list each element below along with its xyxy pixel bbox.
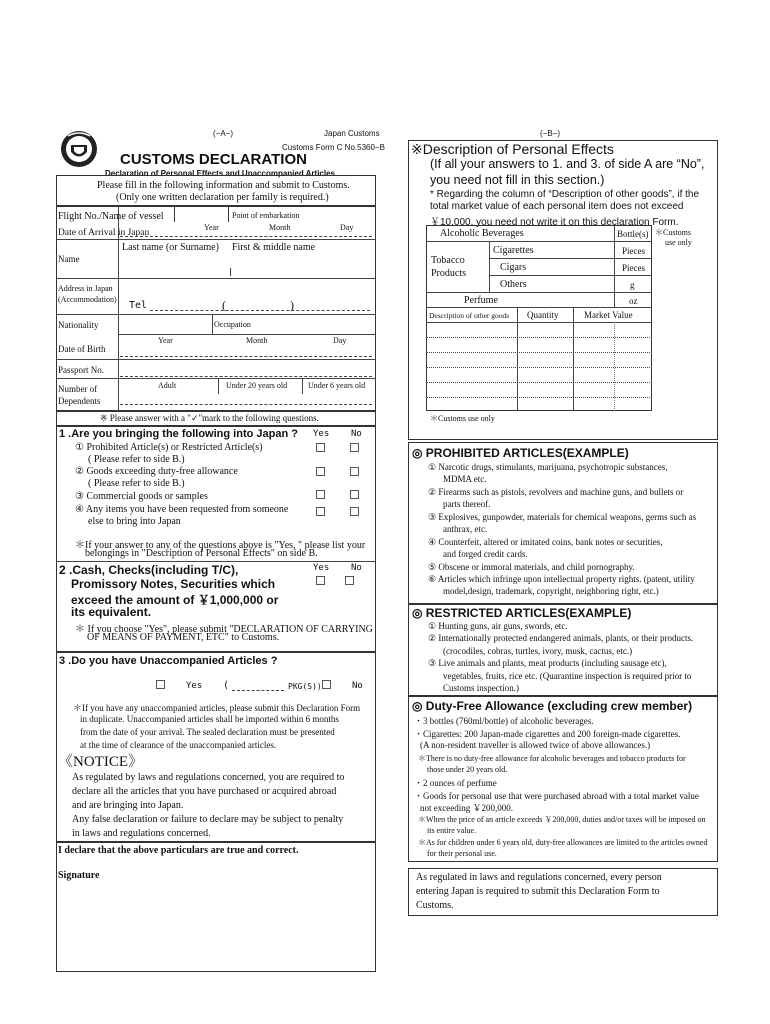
q2-line-3: exceed the amount of ￥1,000,000 or	[71, 593, 279, 607]
description-line-3: * Regarding the column of “Description of other goods”, if the	[430, 189, 700, 200]
under20-label: Under 20 years old	[226, 381, 288, 390]
birth-day-label: Day	[333, 336, 347, 345]
q3-title: 3 .Do you have Unaccompanied Articles ?	[59, 655, 278, 667]
q3-pkg-label: PKG(S))	[288, 682, 322, 691]
restricted-line-4: ③ Live animals and plants, meat products (including sausage etc),	[428, 658, 667, 668]
q1-item-1-note: ( Please refer to side B.)	[88, 454, 185, 465]
q2-note-2: OF MEANS OF PAYMENT, ETC" to Customs.	[87, 632, 280, 643]
q1-item2-yes-checkbox[interactable]	[316, 467, 325, 476]
restricted-line-5: vegetables, fruits, rice etc. (Quarantine inspection is required prior to	[443, 671, 692, 681]
alcohol-label: Alcoholic Beverages	[440, 228, 524, 239]
q2-yes-checkbox[interactable]	[316, 576, 325, 585]
dob-label: Date of Birth	[58, 344, 106, 354]
accommodation-label: (Accommodation)	[58, 295, 117, 304]
under6-label: Under 6 years old	[308, 381, 366, 390]
adult-label: Adult	[158, 381, 177, 390]
q2-yes-header: Yes	[313, 563, 330, 573]
dutyfree-line-2: ・Cigarettes: 200 Japan-made cigarettes and 200 foreign-made cigarettes.	[414, 729, 681, 739]
description-title: ※Description of Personal Effects	[411, 141, 614, 157]
q3-pkg-field[interactable]	[232, 690, 284, 691]
cigars-unit: Pieces	[622, 263, 645, 273]
declaration-statement: I declare that the above particulars are true and correct.	[58, 845, 299, 856]
dependents-label-2: Dependents	[58, 396, 101, 406]
cigarettes-label: Cigarettes	[493, 245, 534, 256]
tobacco-label-1: Tobacco	[431, 255, 465, 266]
dutyfree-title: ◎ Duty-Free Allowance (excluding crew member)	[412, 699, 693, 713]
q2-line-1: 2 .Cash, Checks(including T/C),	[59, 563, 239, 577]
quantity-header: Quantity	[527, 310, 559, 320]
q1-item-3: ③ Commercial goods or samples	[75, 491, 208, 502]
prohibited-line-2: MDMA etc.	[443, 474, 487, 484]
side-a-label: (−A−)	[213, 129, 234, 138]
q3-note-4: at the time of clearance of the unaccompanied articles.	[80, 740, 277, 750]
restricted-line-2: ② Internationally protected endangered animals, plants, or their products.	[428, 633, 694, 643]
q1-item3-yes-checkbox[interactable]	[316, 490, 325, 499]
customs-emblem-logo	[60, 128, 98, 170]
japan-customs-label: Japan Customs	[324, 129, 380, 138]
perfume-label: Perfume	[464, 295, 498, 306]
q1-item3-no-checkbox[interactable]	[350, 490, 359, 499]
q3-paren: (	[223, 680, 230, 691]
description-line-4: total market value of each personal item does not exceed	[430, 201, 684, 212]
others-label: Others	[500, 279, 527, 290]
passport-label: Passport No.	[58, 365, 105, 375]
description-line-5: ￥10,000, you need not write it on this declaration Form.	[430, 217, 679, 228]
prohibited-line-8: and forged credit cards.	[443, 549, 528, 559]
customs-use-label-1: ＊Customs	[655, 228, 692, 237]
restricted-line-1: ① Hunting guns, air guns, swords, etc.	[428, 621, 568, 631]
q1-item-1: ① Prohibited Article(s) or Restricted Article(s)	[75, 442, 263, 453]
dutyfree-line-4: ＊There is no duty-free allowance for alcoholic beverages and tobacco products for	[418, 754, 686, 763]
customs-use-label-2: use only	[665, 238, 692, 247]
q3-yes-checkbox[interactable]	[156, 680, 165, 689]
q1-item-4-cont: else to bring into Japan	[88, 516, 181, 527]
q1-item4-no-checkbox[interactable]	[350, 507, 359, 516]
q1-item-4: ④ Any items you have been requested from someone	[75, 504, 289, 515]
other-goods-header: Description of other goods	[429, 311, 510, 320]
prohibited-line-3: ② Firearms such as pistols, revolvers and machine guns, and bullets or	[428, 487, 684, 497]
first-name-label: First & middle name	[232, 242, 316, 253]
q2-note-1: ＊ If you choose "Yes", please submit "DECLARATION OF CARRYING	[75, 624, 373, 635]
form-number: Customs Form C No.5360−B	[282, 143, 385, 152]
arrival-date-label: Date of Arrival in Japan	[58, 228, 150, 238]
final-note-1: As regulated in laws and regulations concerned, every person	[416, 872, 662, 883]
notice-line-5: in laws and regulations concerned.	[72, 828, 211, 839]
occupation-label: Occupation	[214, 320, 251, 329]
q3-no-label: No	[352, 681, 363, 691]
dutyfree-line-10: its entire value.	[427, 826, 477, 835]
passport-field[interactable]	[120, 376, 372, 377]
final-note-2: entering Japan is required to submit this Declaration Form to	[416, 886, 660, 897]
notice-line-4: Any false declaration or failure to declare may be subject to penalty	[72, 814, 344, 825]
restricted-title: ◎ RESTRICTED ARTICLES(EXAMPLE)	[412, 606, 632, 620]
q2-no-checkbox[interactable]	[345, 576, 354, 585]
dependents-label-1: Number of	[58, 384, 98, 394]
instruction-box	[56, 175, 376, 206]
side-b-label: (−B−)	[540, 129, 561, 138]
dependents-field[interactable]	[120, 404, 372, 405]
restricted-line-6: Customs inspection.)	[443, 683, 519, 693]
q1-note-2: belongings in "Description of Personal Effects" on side B.	[85, 548, 318, 559]
final-note-3: Customs.	[416, 900, 454, 911]
dutyfree-line-8: not exceeding ￥200,000.	[420, 803, 513, 813]
dutyfree-line-5: those under 20 years old.	[427, 765, 508, 774]
tel-field[interactable]	[150, 310, 370, 311]
others-unit: g	[630, 280, 635, 290]
instruction-line-2: (Only one written declaration per family is required.)	[116, 192, 329, 203]
form-title: CUSTOMS DECLARATION	[120, 151, 307, 168]
q3-note-3: from the date of your arrival. The sealed declaration must be presented	[80, 727, 335, 737]
q1-item1-no-checkbox[interactable]	[350, 443, 359, 452]
dutyfree-line-1: ・3 bottles (760ml/bottle) of alcoholic beverages.	[414, 716, 594, 726]
prohibited-line-7: ④ Counterfeit, altered or imitated coins, bank notes or securities,	[428, 537, 663, 547]
signature-label: Signature	[58, 870, 100, 881]
dutyfree-line-6: ・2 ounces of perfume	[414, 778, 497, 788]
arrival-date-field[interactable]	[120, 236, 372, 237]
prohibited-line-11: model,design, trademark, copyright, neighboring right, etc.)	[443, 586, 659, 596]
description-line-2: you need not fill in this section.)	[430, 173, 605, 187]
q1-item-2: ② Goods exceeding duty-free allowance	[75, 466, 238, 477]
cigars-label: Cigars	[500, 262, 527, 273]
prohibited-line-9: ⑤ Obscene or immoral materials, and child pornography.	[428, 562, 635, 572]
q2-no-header: No	[351, 563, 362, 573]
q3-yes-label: Yes	[186, 681, 203, 691]
dutyfree-line-7: ・Goods for personal use that were purchased abroad with a total market value	[414, 791, 699, 801]
market-value-header: Market Value	[584, 310, 633, 320]
cigarettes-unit: Pieces	[622, 246, 645, 256]
dutyfree-line-11: ＊As for children under 6 years old, duty-free allowances are limited to the articles owned	[418, 838, 708, 847]
address-label: Address in Japan	[58, 284, 113, 293]
q1-item2-no-checkbox[interactable]	[350, 467, 359, 476]
arrival-month-label: Month	[269, 223, 291, 232]
nationality-label: Nationality	[58, 320, 99, 330]
answer-note: ※ Please answer with a "✓"mark to the following questions.	[100, 413, 319, 423]
prohibited-title: ◎ PROHIBITED ARTICLES(EXAMPLE)	[412, 446, 629, 460]
arrival-year-label: Year	[204, 223, 219, 232]
arrival-day-label: Day	[340, 223, 354, 232]
notice-line-1: As regulated by laws and regulations concerned, you are required to	[72, 772, 345, 783]
notice-line-2: declare all the articles that you have purchased or acquired abroad	[72, 786, 337, 797]
dob-field[interactable]	[120, 356, 372, 357]
prohibited-line-6: anthrax, etc.	[443, 524, 488, 534]
q1-item-2-note: ( Please refer to side B.)	[88, 478, 185, 489]
prohibited-line-10: ⑥ Articles which infringe upon intellectual property rights. (patent, utility	[428, 574, 695, 584]
q2-line-4: its equivalent.	[71, 605, 152, 619]
q3-note-2: in duplicate. Unaccompanied articles shall be imported within 6 months	[80, 714, 339, 724]
last-name-label: Last name (or Surname)	[122, 242, 219, 253]
embarkation-label: Point of embarkation	[232, 211, 300, 220]
name-field[interactable]	[120, 256, 372, 276]
q3-note-1: ＊If you have any unaccompanied articles, please submit this Declaration Form	[73, 703, 361, 713]
birth-month-label: Month	[246, 336, 268, 345]
bottles-unit: Bottle(s)	[617, 229, 649, 239]
dutyfree-line-12: for their personal use.	[427, 849, 497, 858]
name-label: Name	[58, 254, 80, 264]
q1-item4-yes-checkbox[interactable]	[316, 507, 325, 516]
perfume-unit: oz	[629, 296, 638, 306]
q1-yes-header: Yes	[313, 429, 330, 439]
restricted-line-3: (crocodiles, cobras, turtles, ivory, musk, cactus, etc.)	[443, 646, 633, 656]
q1-no-header: No	[351, 429, 362, 439]
tel-label: Tel	[129, 300, 148, 311]
signature-field[interactable]	[120, 880, 370, 960]
notice-title: 《NOTICE》	[58, 754, 143, 770]
prohibited-line-1: ① Narcotic drugs, stimulants, marijuana, psychotropic substances,	[428, 462, 668, 472]
q1-note-1: ＊If your answer to any of the questions above is "Yes, " please list your	[75, 540, 366, 551]
dutyfree-line-3: (A non-resident traveller is allowed twice of above allowances.)	[420, 740, 651, 750]
flight-label: Flight No./Name of vessel	[58, 211, 164, 222]
birth-year-label: Year	[158, 336, 173, 345]
form-subtitle: Declaration of Personal Effects and Unaccompanied Articles	[105, 169, 335, 178]
prohibited-line-4: parts thereof.	[443, 499, 491, 509]
q1-item1-yes-checkbox[interactable]	[316, 443, 325, 452]
q1-title: 1 .Are you bringing the following into Japan ?	[59, 428, 298, 440]
dutyfree-line-9: ＊When the price of an article exceeds ￥200,000, duties and/or taxes will be imposed on	[418, 815, 706, 824]
description-line-1: (If all your answers to 1. and 3. of side A are “No”,	[430, 157, 705, 171]
q3-no-checkbox[interactable]	[322, 680, 331, 689]
notice-line-3: and are bringing into Japan.	[72, 800, 184, 811]
q2-line-2: Promissory Notes, Securities which	[71, 577, 276, 591]
instruction-line-1: Please fill in the following information and submit to Customs.	[97, 180, 350, 191]
prohibited-line-5: ③ Explosives, gunpowder, materials for chemical weapons, germs such as	[428, 512, 697, 522]
customs-use-only-note: ＊Customs use only	[430, 414, 495, 423]
tobacco-label-2: Products	[431, 268, 466, 279]
